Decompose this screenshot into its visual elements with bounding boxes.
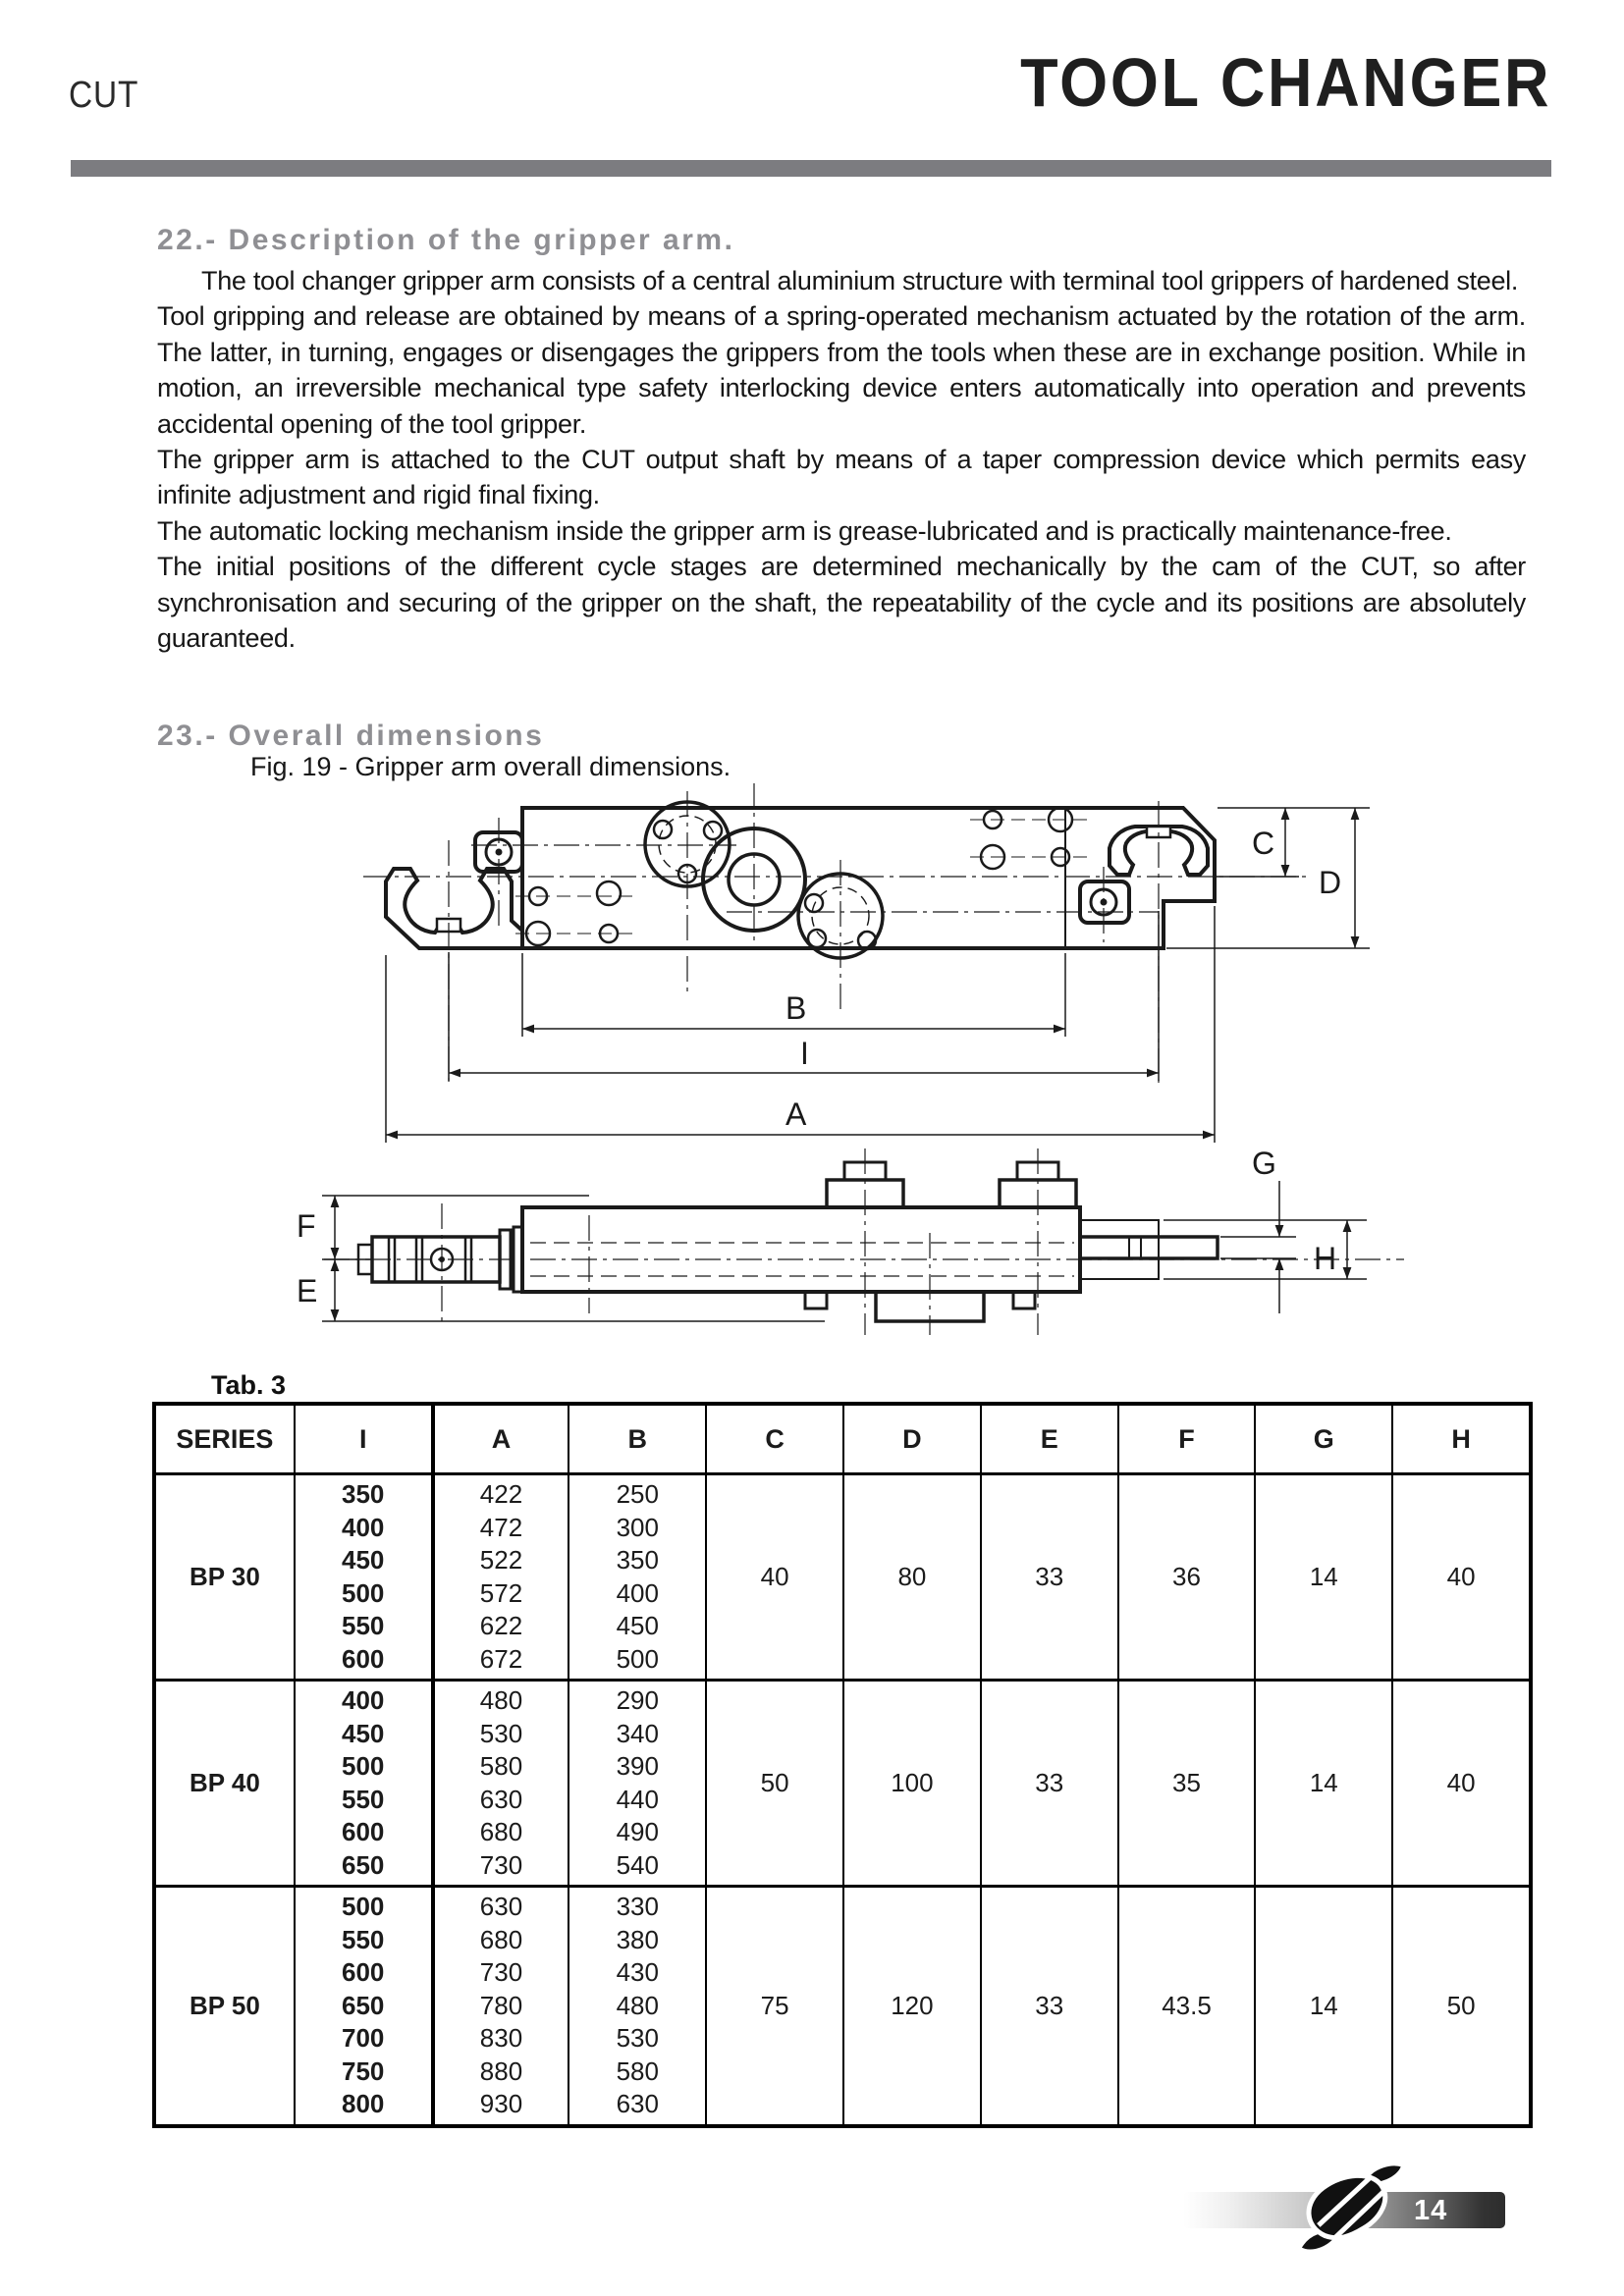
dim-label-h: H [1314, 1241, 1337, 1276]
table-value: 480 [616, 1990, 659, 2020]
table-value: 572 [479, 1577, 523, 1608]
table-value: 450 [342, 1718, 385, 1748]
table-value: 650 [342, 1990, 385, 2020]
table-cell-series: BP 30 [189, 1562, 260, 1591]
table-value: 490 [616, 1817, 659, 1847]
table-cell-i-values [294, 1888, 431, 2124]
page-number: 14 [1414, 2195, 1448, 2226]
table-cell-d: 80 [842, 1475, 980, 1679]
table-header-cell: F [1117, 1406, 1255, 1472]
table-cell-a-values [431, 1888, 568, 2124]
table-value: 500 [342, 1751, 385, 1782]
table-header-cell: C [705, 1406, 842, 1472]
table-value: 350 [342, 1479, 385, 1510]
table-cell-d: 100 [842, 1682, 980, 1885]
table-value: 380 [616, 1924, 659, 1954]
table-value: 700 [342, 2023, 385, 2054]
table-cell-b-values [568, 1682, 705, 1885]
table-cell-i-values [294, 1475, 431, 1679]
table-header-cell: B [568, 1406, 705, 1472]
table-value: 472 [479, 1512, 523, 1542]
paragraph: The tool changer gripper arm consists of a central aluminium structure with terminal tool grippers of hardened steel. [201, 266, 1519, 295]
table-value: 450 [342, 1545, 385, 1575]
table-value: 450 [616, 1611, 659, 1641]
table-value: 250 [616, 1479, 659, 1510]
table-block-bp30 [156, 1475, 1529, 1679]
table-value: 930 [479, 2089, 523, 2119]
table-cell-c: 50 [705, 1682, 842, 1885]
table-cell-c: 40 [705, 1475, 842, 1679]
dimension-fe [322, 1196, 825, 1321]
dimensions-table [152, 1402, 1533, 2128]
dim-label-g: G [1252, 1146, 1276, 1181]
table-value: 672 [479, 1643, 523, 1674]
table-value: 400 [616, 1577, 659, 1608]
table-value: 750 [342, 2056, 385, 2086]
table-value: 600 [342, 1957, 385, 1988]
paragraph: The initial positions of the different cycle stages are determined mechanically by the cam of the CUT, so after synchronisation and securing of the gripper on the shaft, the repeatability of the cycle and its positions are absolutely guaranteed. [157, 552, 1526, 654]
table-value: 880 [479, 2056, 523, 2086]
table-value: 600 [342, 1643, 385, 1674]
table-value: 522 [479, 1545, 523, 1575]
table-value: 540 [616, 1849, 659, 1880]
table-value: 390 [616, 1751, 659, 1782]
table-cell-g: 14 [1254, 1475, 1391, 1679]
table-value: 680 [479, 1817, 523, 1847]
table-value: 630 [479, 1892, 523, 1922]
section-heading-23: 23.- Overall dimensions [157, 720, 545, 752]
table-value: 630 [479, 1784, 523, 1814]
table-value: 730 [479, 1957, 523, 1988]
paragraph: The gripper arm is attached to the CUT output shaft by means of a taper compression device which permits easy infinite adjustment and rigid final fixing. [157, 445, 1526, 510]
section-heading-22: 22.- Description of the gripper arm. [157, 224, 735, 256]
table-block-bp40 [156, 1679, 1529, 1885]
table-header-cell: I [294, 1406, 431, 1472]
table-header-row [156, 1406, 1529, 1475]
table-cell-a-values [431, 1682, 568, 1885]
gripper-arm-drawing [177, 783, 1512, 1335]
table-value: 780 [479, 1990, 523, 2020]
dim-label-a: A [785, 1096, 807, 1132]
table-cell-g: 14 [1254, 1682, 1391, 1885]
dim-label-b: B [785, 990, 807, 1026]
table-value: 350 [616, 1545, 659, 1575]
table-value: 830 [479, 2023, 523, 2054]
table-value: 800 [342, 2089, 385, 2119]
table-value: 500 [342, 1892, 385, 1922]
page-title: TOOL CHANGER [1019, 44, 1551, 121]
table-cell-a-values [431, 1475, 568, 1679]
table-header-cell: H [1391, 1406, 1529, 1472]
table-value: 630 [616, 2089, 659, 2119]
table-value: 500 [342, 1577, 385, 1608]
table-value: 550 [342, 1611, 385, 1641]
table-value: 730 [479, 1849, 523, 1880]
table-header-cell: SERIES [176, 1423, 274, 1454]
table-value: 300 [616, 1512, 659, 1542]
table-cell-d: 120 [842, 1888, 980, 2124]
plan-view [363, 783, 1306, 1083]
table-header-cell: A [431, 1406, 568, 1472]
paragraph: The automatic locking mechanism inside the gripper arm is grease-lubricated and is practically maintenance-free. [157, 515, 1452, 546]
table-value: 550 [342, 1924, 385, 1954]
table-block-bp50 [156, 1885, 1529, 2124]
table-header-cell: E [980, 1406, 1117, 1472]
table-value: 480 [479, 1685, 523, 1716]
table-cell-series: BP 50 [189, 1990, 260, 2020]
table-value: 580 [616, 2056, 659, 2086]
table-value: 550 [342, 1784, 385, 1814]
table-cell-h: 50 [1391, 1888, 1529, 2124]
table-header-cell: G [1254, 1406, 1391, 1472]
table-cell-b-values [568, 1475, 705, 1679]
dim-label-f: F [297, 1208, 316, 1244]
table-cell-g: 14 [1254, 1888, 1391, 2124]
dim-label-d: D [1319, 865, 1342, 900]
table-value: 400 [342, 1512, 385, 1542]
dim-label-c: C [1252, 826, 1275, 861]
dim-label-e: E [297, 1273, 318, 1308]
table-cell-e: 33 [980, 1888, 1117, 2124]
table-value: 430 [616, 1957, 659, 1988]
table-header-cell: D [842, 1406, 980, 1472]
table-cell-f: 36 [1117, 1475, 1255, 1679]
table-value: 650 [342, 1849, 385, 1880]
table-value: 530 [479, 1718, 523, 1748]
table-value: 422 [479, 1479, 523, 1510]
table-value: 680 [479, 1924, 523, 1954]
table-value: 600 [342, 1817, 385, 1847]
table-value: 530 [616, 2023, 659, 2054]
company-logo-icon [1282, 2165, 1424, 2254]
header-rule [71, 160, 1551, 177]
table-cell-series: BP 40 [189, 1768, 260, 1797]
table-value: 330 [616, 1892, 659, 1922]
table-cell-f: 35 [1117, 1682, 1255, 1885]
table-cell-f: 43.5 [1117, 1888, 1255, 2124]
table-value: 400 [342, 1685, 385, 1716]
table-value: 340 [616, 1718, 659, 1748]
table-cell-h: 40 [1391, 1475, 1529, 1679]
side-view [324, 1148, 1404, 1335]
table-value: 290 [616, 1685, 659, 1716]
table-cell-h: 40 [1391, 1682, 1529, 1885]
section-22-body [157, 263, 1526, 656]
table-caption: Tab. 3 [211, 1370, 287, 1400]
table-value: 580 [479, 1751, 523, 1782]
table-cell-e: 33 [980, 1475, 1117, 1679]
figure-caption: Fig. 19 - Gripper arm overall dimensions. [250, 752, 731, 781]
table-cell-b-values [568, 1888, 705, 2124]
table-cell-e: 33 [980, 1682, 1117, 1885]
dim-label-i: I [800, 1036, 809, 1071]
table-cell-c: 75 [705, 1888, 842, 2124]
brand-cut: CUT [69, 75, 139, 116]
paragraph: Tool gripping and release are obtained by means of a spring-operated mechanism actuated by the rotation of the arm. The latter, in turning, engages or disengages the grippers from the tools when these are in exchange position. While in motion, an irreversible mechanical type safety interlocking device enters automatically into operation and prevents accidental opening of the tool gripper. [157, 301, 1526, 439]
table-value: 440 [616, 1784, 659, 1814]
table-value: 622 [479, 1611, 523, 1641]
table-cell-i-values [294, 1682, 431, 1885]
table-value: 500 [616, 1643, 659, 1674]
